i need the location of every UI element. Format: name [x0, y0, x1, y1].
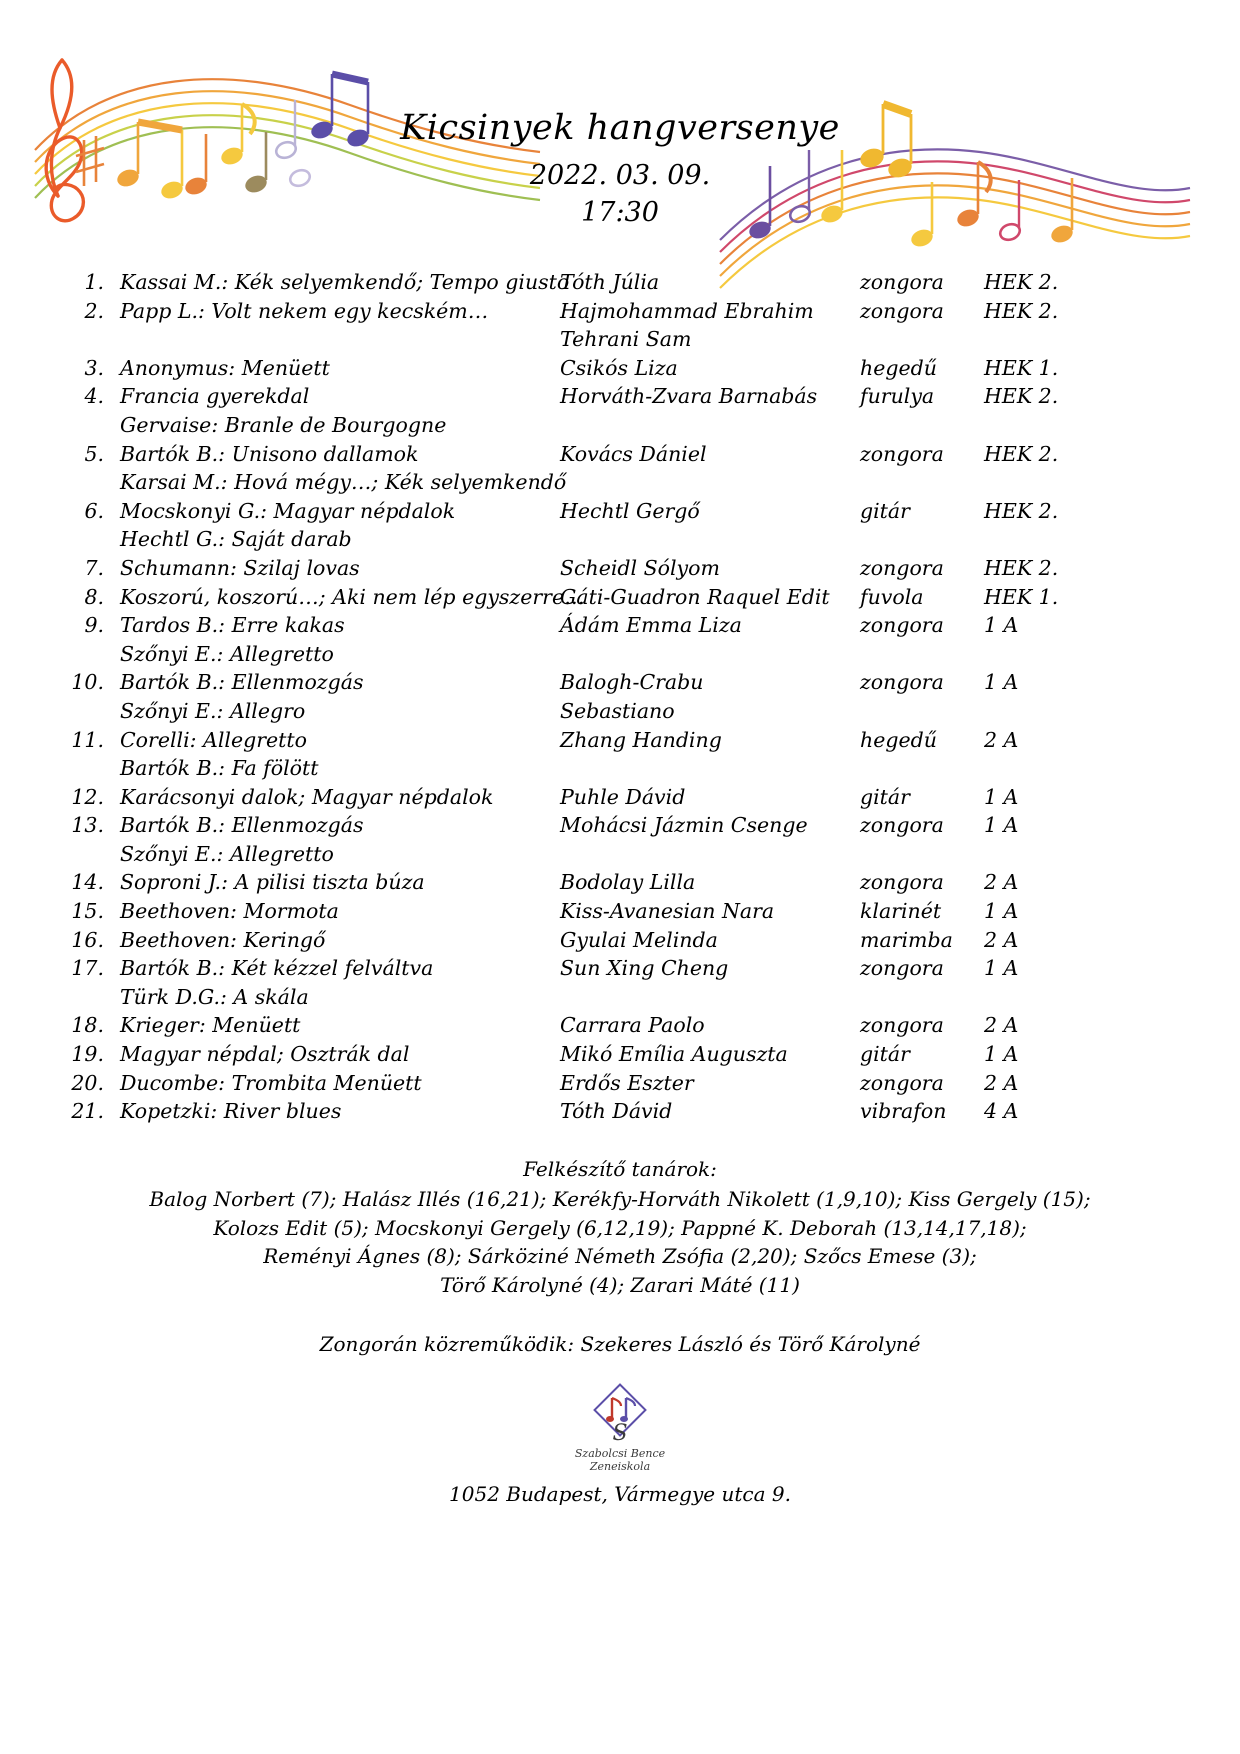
- program-row-number: [62, 386, 120, 415]
- program-row-performer: [560, 672, 860, 729]
- program-row: [62, 927, 1182, 959]
- event-date: 2022. 03. 09.: [529, 160, 711, 192]
- program-row-grade-text: 1 A: [984, 1042, 1019, 1067]
- program-row-grade-text: 1 A: [984, 670, 1019, 695]
- page-title: Kicsinyek hangversenye: [400, 108, 840, 148]
- program-row-piece-primary: Beethoven: Keringő: [120, 927, 326, 952]
- program-row-grade: [984, 784, 1074, 816]
- program-row-number-text: 18.: [71, 1013, 104, 1038]
- svg-text:S: S: [612, 1421, 628, 1446]
- program-row-piece-primary: Anonymus: Menüett: [120, 355, 330, 380]
- program-row: [62, 355, 1182, 387]
- program-row-piece-secondary: Bartók B.: Fa fölött: [120, 756, 319, 781]
- program-row-piece-primary: Tardos B.: Erre kakas: [120, 613, 345, 638]
- program-row-number-text: 3.: [84, 355, 104, 380]
- program-row-number-text: 13.: [71, 813, 104, 838]
- program-row: [62, 584, 1182, 616]
- program-row-number: [62, 1070, 120, 1102]
- program-row-piece-primary: Karácsonyi dalok; Magyar népdalok: [120, 784, 494, 809]
- program-row-piece-primary: Bartók B.: Ellenmozgás: [120, 670, 364, 695]
- program-row-performer-primary: Kiss-Avanesian Nara: [560, 899, 775, 924]
- program-row-number-text: 5.: [84, 441, 104, 466]
- program-row-performer-primary: Tóth Júlia: [560, 270, 660, 294]
- program-row-number-text: 21.: [71, 1099, 104, 1124]
- program-row-grade: [984, 615, 1074, 644]
- program-row-instrument: [860, 386, 984, 415]
- program-row-performer: [560, 901, 860, 930]
- program-row-performer-primary: Scheidl Sólyom: [560, 555, 720, 580]
- logo-name-line1: Szabolcsi Bence: [574, 1447, 666, 1460]
- program-row-number-text: 16.: [71, 927, 104, 952]
- program-row-performer-secondary: Tehrani Sam: [560, 327, 692, 352]
- program-row-grade-text: 1 A: [984, 899, 1019, 924]
- program-row-instrument-text: gitár: [860, 784, 910, 809]
- program-row: [62, 784, 1182, 816]
- program-row-piece: [120, 672, 560, 729]
- program-row-number: [62, 615, 120, 644]
- program-list: [62, 272, 1182, 1130]
- program-row-performer-primary: Kovács Dániel: [560, 441, 707, 466]
- program-row-grade: [984, 386, 1074, 415]
- program-row-performer: [560, 1101, 860, 1130]
- program-row-number-text: 19.: [71, 1042, 104, 1067]
- program-row: [62, 958, 1182, 1015]
- program-row-number: [62, 1044, 120, 1073]
- program-row-grade-text: HEK 2.: [984, 498, 1059, 523]
- program-row-piece: [120, 555, 560, 587]
- logo-school-name: [555, 1448, 685, 1473]
- program-row-performer-primary: Gáti-Guadron Raquel Edit: [560, 584, 830, 609]
- program-row-performer-primary: Csikós Liza: [560, 355, 678, 380]
- program-row-number-text: 11.: [71, 727, 104, 752]
- program-row: [62, 298, 1182, 358]
- program-row-piece: [120, 615, 560, 672]
- program-row-piece: [120, 298, 560, 330]
- logo-mark-icon: [555, 1378, 685, 1456]
- program-row-grade: [984, 958, 1074, 987]
- program-row-grade: [984, 1015, 1074, 1044]
- program-row-piece-primary: Bartók B.: Unisono dallamok: [120, 441, 419, 466]
- teachers-block: [0, 1155, 1240, 1299]
- program-row-performer-primary: Mohácsi Jázmin Csenge: [560, 813, 808, 838]
- program-row-piece: [120, 927, 560, 959]
- program-row-piece-primary: Schumann: Szilaj lovas: [120, 555, 360, 580]
- program-row-instrument: [860, 784, 984, 816]
- program-row-number: [62, 815, 120, 844]
- program-row-instrument-text: zongora: [860, 956, 944, 981]
- program-row-piece-primary: Francia gyerekdal: [120, 384, 310, 409]
- program-row-instrument: [860, 1015, 984, 1044]
- program-row: [62, 1015, 1182, 1044]
- program-row-performer-primary: Hechtl Gergő: [560, 498, 700, 523]
- program-row-grade: [984, 927, 1074, 959]
- program-row-instrument: [860, 555, 984, 587]
- program-row-grade-text: HEK 1.: [984, 355, 1059, 380]
- program-row-number: [62, 927, 120, 959]
- program-row-performer-primary: Erdős Eszter: [560, 1070, 694, 1095]
- program-row-piece: [120, 584, 585, 616]
- program-row-grade: [984, 272, 1074, 301]
- program-row-instrument: [860, 1101, 984, 1130]
- address-line: 1052 Budapest, Vármegye utca 9.: [449, 1482, 791, 1506]
- program-row-performer-primary: Tóth Dávid: [560, 1099, 673, 1124]
- program-row-number: [62, 441, 120, 473]
- program-row-instrument-text: zongora: [860, 670, 944, 695]
- program-row-performer: [560, 441, 860, 473]
- program-row-instrument-text: fuvola: [860, 584, 924, 609]
- program-row-grade: [984, 555, 1074, 587]
- program-row-grade-text: HEK 2.: [984, 441, 1059, 466]
- program-row-grade-text: HEK 2.: [984, 298, 1059, 323]
- program-row-grade: [984, 727, 1074, 759]
- program-row-performer-primary: Gyulai Melinda: [560, 927, 718, 952]
- program-row: [62, 615, 1182, 672]
- program-row-piece-primary: Corelli: Allegretto: [120, 727, 307, 752]
- program-row-grade-text: HEK 1.: [984, 584, 1059, 609]
- program-row-performer: [560, 815, 860, 844]
- program-row-piece: [120, 498, 560, 558]
- program-row-grade-text: 1 A: [984, 956, 1019, 981]
- program-row-grade: [984, 815, 1074, 844]
- program-row-number: [62, 784, 120, 816]
- program-row-piece: [120, 441, 567, 501]
- program-row-performer-primary: Carrara Paolo: [560, 1013, 705, 1038]
- program-row-piece: [120, 1070, 560, 1102]
- program-row-performer: [560, 958, 860, 987]
- teachers-line: Reményi Ágnes (8); Sárköziné Németh Zsófia (2,20); Szőcs Emese (3);: [263, 1244, 977, 1269]
- program-row-piece-secondary: Gervaise: Branle de Bourgogne: [120, 412, 447, 437]
- program-row-instrument-text: zongora: [860, 813, 944, 838]
- program-row-performer: [560, 498, 860, 530]
- program-row-grade-text: 2 A: [984, 1070, 1019, 1095]
- program-row-performer-primary: Bodolay Lilla: [560, 870, 696, 895]
- program-row-piece: [120, 270, 570, 301]
- program-row-number-text: 12.: [71, 784, 104, 809]
- program-row: [62, 672, 1182, 729]
- program-row-number-text: 4.: [84, 384, 104, 409]
- program-row-grade: [984, 441, 1074, 473]
- program-row-number: [62, 498, 120, 530]
- program-row-performer-primary: Ádám Emma Liza: [560, 613, 742, 638]
- program-row-instrument: [860, 815, 984, 844]
- program-row-piece: [120, 815, 560, 872]
- program-row-performer-primary: Hajmohammad Ebrahim: [560, 298, 814, 323]
- program-row-piece: [120, 958, 560, 1015]
- program-row-instrument-text: gitár: [860, 498, 910, 523]
- program-row: [62, 498, 1182, 558]
- program-row-instrument-text: zongora: [860, 270, 944, 294]
- program-row-instrument-text: zongora: [860, 1013, 944, 1038]
- program-row: [62, 555, 1182, 587]
- program-row-piece-primary: Bartók B.: Ellenmozgás: [120, 813, 364, 838]
- program-row-performer: [560, 927, 860, 959]
- program-row-number-text: 14.: [71, 870, 104, 895]
- program-row-number: [62, 872, 120, 901]
- program-row: [62, 727, 1182, 787]
- program-row-grade-text: HEK 2.: [984, 270, 1059, 294]
- program-row-number: [62, 555, 120, 587]
- program-row-instrument: [860, 498, 984, 530]
- program-row-instrument-text: hegedű: [860, 727, 937, 752]
- program-row-piece-primary: Krieger: Menüett: [120, 1013, 301, 1038]
- program-row-grade-text: 1 A: [984, 813, 1019, 838]
- program-row-piece: [120, 1015, 560, 1044]
- program-row: [62, 815, 1182, 872]
- logo-name-line2: Zeneiskola: [589, 1459, 651, 1473]
- program-row-performer: [560, 555, 860, 587]
- program-row-instrument-text: gitár: [860, 1042, 910, 1067]
- program-row-number: [62, 272, 120, 301]
- program-row-instrument: [860, 958, 984, 987]
- program-row-instrument: [860, 272, 984, 301]
- program-row-number: [62, 901, 120, 930]
- program-row-instrument: [860, 1044, 984, 1073]
- program-row-number-text: 2.: [84, 298, 104, 323]
- program-row-piece-primary: Mocskonyi G.: Magyar népdalok: [120, 498, 456, 523]
- program-row: [62, 386, 1182, 443]
- program-row-grade-text: 2 A: [984, 870, 1019, 895]
- program-row-instrument: [860, 727, 984, 759]
- program-row-instrument-text: furulya: [860, 384, 935, 409]
- program-row-number-text: 8.: [84, 584, 104, 609]
- program-row-grade: [984, 1101, 1074, 1130]
- program-row-instrument-text: hegedű: [860, 355, 937, 380]
- program-row-grade: [984, 901, 1074, 930]
- program-row-grade-text: 1 A: [984, 613, 1019, 638]
- program-row-instrument: [860, 355, 984, 387]
- program-row-grade: [984, 1044, 1074, 1073]
- program-row-piece-primary: Magyar népdal; Osztrák dal: [120, 1042, 410, 1067]
- school-logo: [0, 1378, 1240, 1488]
- program-row-performer: [560, 355, 860, 387]
- program-row-performer: [560, 784, 860, 816]
- program-row-instrument-text: klarinét: [860, 899, 942, 924]
- program-row-number-text: 6.: [84, 498, 104, 523]
- teachers-line: Törő Károlyné (4); Zarari Máté (11): [440, 1272, 800, 1297]
- program-row-performer-primary: Mikó Emília Auguszta: [560, 1042, 788, 1067]
- program-row-grade-text: HEK 2.: [984, 384, 1059, 409]
- program-row-number: [62, 355, 120, 387]
- program-row-performer: [560, 1044, 860, 1073]
- program-row-grade: [984, 872, 1074, 901]
- accompanist-note: Zongorán közreműködik: Szekeres László és Törő Károlyné: [319, 1332, 921, 1356]
- program-row-piece: [120, 901, 560, 930]
- program-row-number: [62, 1015, 120, 1044]
- program-row-piece-secondary: Hechtl G.: Saját darab: [120, 527, 352, 552]
- program-row-piece: [120, 1101, 560, 1130]
- event-time: 17:30: [581, 197, 659, 229]
- program-row-performer: [560, 584, 860, 616]
- program-row-grade-text: 1 A: [984, 784, 1019, 809]
- program-row-piece-secondary: Szőnyi E.: Allegretto: [120, 841, 334, 866]
- program-row-piece-primary: Papp L.: Volt nekem egy kecském…: [120, 298, 489, 323]
- program-row-piece-secondary: Szőnyi E.: Allegretto: [120, 641, 334, 666]
- program-row-instrument-text: zongora: [860, 1070, 944, 1095]
- program-row-piece-primary: Kassai M.: Kék selyemkendő; Tempo giusto: [120, 270, 570, 294]
- program-row-performer: [560, 386, 860, 415]
- program-row-performer-secondary: Sebastiano: [560, 698, 675, 723]
- teachers-line: Kolozs Edit (5); Mocskonyi Gergely (6,12,19); Pappné K. Deborah (13,14,17,18);: [213, 1215, 1027, 1240]
- program-row-number: [62, 727, 120, 759]
- program-row-piece-primary: Koszorú, koszorú…; Aki nem lép egyszerre…: [120, 584, 585, 609]
- program-row: [62, 872, 1182, 901]
- program-row-performer-primary: Balogh-Crabu: [560, 670, 704, 695]
- program-row-number: [62, 672, 120, 701]
- program-row-performer: [560, 615, 860, 644]
- teachers-heading: Felkészítő tanárok:: [523, 1157, 717, 1181]
- program-row-instrument: [860, 901, 984, 930]
- program-row-instrument: [860, 927, 984, 959]
- program-row-performer: [560, 272, 860, 301]
- program-row-piece-primary: Ducombe: Trombita Menüett: [120, 1070, 422, 1095]
- program-row-grade: [984, 672, 1074, 701]
- program-row-performer: [560, 872, 860, 901]
- program-row-performer: [560, 1070, 860, 1102]
- program-row-grade: [984, 298, 1074, 330]
- program-row-instrument: [860, 872, 984, 901]
- program-row-piece-secondary: Karsai M.: Hová mégy…; Kék selyemkendő: [120, 470, 567, 495]
- program-row-instrument: [860, 298, 984, 330]
- program-row-performer-primary: Sun Xing Cheng: [560, 956, 729, 981]
- program-row-piece: [120, 872, 560, 901]
- program-row-performer-primary: Puhle Dávid: [560, 784, 686, 809]
- program-row-grade-text: 2 A: [984, 927, 1019, 952]
- program-row: [62, 901, 1182, 930]
- program-row: [62, 1101, 1182, 1130]
- program-row-number-text: 7.: [84, 555, 104, 580]
- program-row-piece: [120, 784, 560, 816]
- program-row-number-text: 17.: [71, 956, 104, 981]
- program-row-number-text: 10.: [71, 670, 104, 695]
- program-row: [62, 1070, 1182, 1102]
- program-row-instrument-text: zongora: [860, 555, 944, 580]
- program-row-piece: [120, 386, 560, 443]
- program-row-number: [62, 298, 120, 330]
- program-row-grade: [984, 1070, 1074, 1102]
- program-row-piece: [120, 727, 560, 787]
- program-row-piece-primary: Bartók B.: Két kézzel felváltva: [120, 956, 434, 981]
- program-row-grade-text: 4 A: [984, 1099, 1019, 1124]
- program-row-grade-text: 2 A: [984, 1013, 1019, 1038]
- program-row-grade: [984, 584, 1074, 616]
- program-row-instrument-text: zongora: [860, 613, 944, 638]
- teachers-line: Balog Norbert (7); Halász Illés (16,21); Kerékfy-Horváth Nikolett (1,9,10); Kiss Gergely (15);: [149, 1187, 1091, 1212]
- program-row-instrument: [860, 584, 984, 616]
- program-row-instrument: [860, 1070, 984, 1102]
- program-row-number-text: 1.: [84, 270, 104, 294]
- title-block: [0, 108, 1240, 228]
- program-row-grade: [984, 498, 1074, 530]
- program-row-instrument-text: vibrafon: [860, 1099, 947, 1124]
- program-row-instrument-text: zongora: [860, 441, 944, 466]
- program-row-piece-secondary: Türk D.G.: A skála: [120, 984, 309, 1009]
- program-row-number: [62, 1101, 120, 1130]
- program-row-piece-primary: Kopetzki: River blues: [120, 1099, 342, 1124]
- program-row-number-text: 20.: [71, 1070, 104, 1095]
- program-row-number-text: 15.: [71, 899, 104, 924]
- program-row-number-text: 9.: [84, 613, 104, 638]
- program-row-number: [62, 958, 120, 987]
- program-row-instrument: [860, 615, 984, 644]
- program-row-piece: [120, 1044, 560, 1073]
- program-row-instrument-text: zongora: [860, 870, 944, 895]
- program-row-performer: [560, 1015, 860, 1044]
- program-row-grade: [984, 355, 1074, 387]
- program-row-grade-text: 2 A: [984, 727, 1019, 752]
- program-row-performer-primary: Zhang Handing: [560, 727, 722, 752]
- program-row-instrument: [860, 672, 984, 701]
- program-row: [62, 441, 1182, 501]
- program-row-instrument: [860, 441, 984, 473]
- program-row-piece-primary: Beethoven: Mormota: [120, 899, 339, 924]
- program-row-piece-secondary: Szőnyi E.: Allegro: [120, 698, 306, 723]
- program-row: [62, 272, 1182, 301]
- program-row: [62, 1044, 1182, 1073]
- program-row-grade-text: HEK 2.: [984, 555, 1059, 580]
- program-row-performer: [560, 727, 860, 759]
- program-row-piece: [120, 355, 560, 387]
- program-row-performer-primary: Horváth-Zvara Barnabás: [560, 384, 818, 409]
- program-row-number: [62, 584, 120, 616]
- program-row-piece-primary: Soproni J.: A pilisi tiszta búza: [120, 870, 425, 895]
- program-row-performer: [560, 298, 860, 358]
- program-row-instrument-text: marimba: [860, 927, 953, 952]
- program-row-instrument-text: zongora: [860, 298, 944, 323]
